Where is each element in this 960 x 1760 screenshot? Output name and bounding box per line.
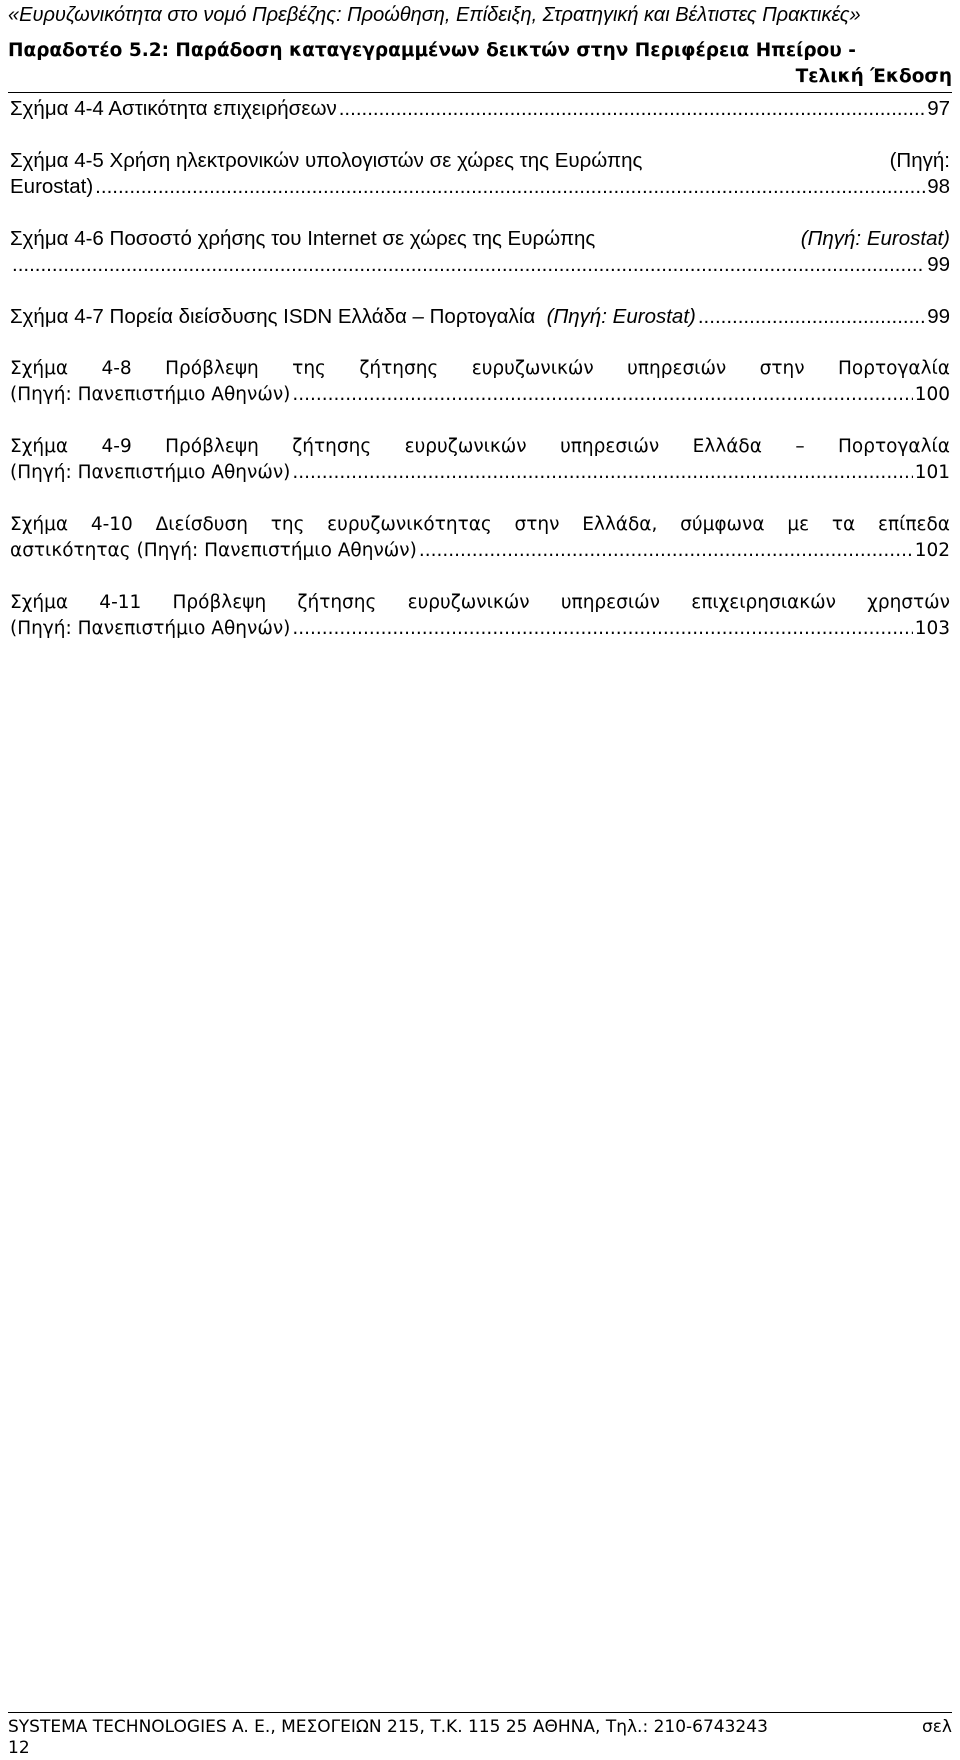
deliverable-title-line2: Τελική Έκδοση [795, 66, 952, 87]
toc-entry-4-9[interactable] [10, 434, 950, 486]
toc-entry-4-8[interactable] [10, 356, 950, 408]
footer-page-number: 12 [8, 1738, 30, 1758]
toc-page-number: 99 [927, 305, 950, 328]
toc-entry-text: Σχήμα 4-9 Πρόβλεψη ζήτησης ευρυζωνικών υπηρεσιών Ελλάδα – Πορτογαλία [10, 436, 950, 457]
toc-entry-text: (Πηγή: Πανεπιστήμιο Αθηνών) [10, 462, 291, 483]
toc-entry-text: αστικότητας (Πηγή: Πανεπιστήμιο Αθηνών) [10, 540, 417, 561]
toc-entry-text: Σχήμα 4-5 Χρήση ηλεκτρονικών υπολογιστών σε χώρες της Ευρώπης [10, 149, 643, 172]
dot-leader [292, 616, 912, 642]
deliverable-title [8, 38, 952, 90]
toc-entry-4-7[interactable] [10, 304, 950, 330]
toc-entry-text: (Πηγή: [889, 149, 950, 172]
toc-entry-4-11[interactable] [10, 590, 950, 642]
dot-leader [95, 174, 925, 200]
footer-company: SYSTEMA TECHNOLOGIES A. E., ΜΕΣΟΓΕΙΩΝ 215, Τ.Κ. 115 25 ΑΘΗΝΑ, Τηλ.: 210-6743243 [8, 1717, 768, 1737]
dot-leader [292, 460, 912, 486]
project-tagline: «Ευρυζωνικότητα στο νομό Πρεβέζης: Προώθηση, Επίδειξη, Στρατηγική και Βέλτιστες Πρακτικές» [8, 4, 861, 26]
page-header [8, 0, 952, 93]
dot-leader [12, 252, 925, 278]
toc-entry-text: Σχήμα 4-8 Πρόβλεψη της ζήτησης ευρυζωνικών υπηρεσιών στην Πορτογαλία [10, 358, 950, 379]
toc-entry-text: Σχήμα 4-6 Ποσοστό χρήσης του Internet σε χώρες της Ευρώπης [10, 227, 596, 250]
toc-entry-text: (Πηγή: Πανεπιστήμιο Αθηνών) [10, 618, 291, 639]
toc-entry-text: Eurostat) [10, 175, 94, 198]
toc-page-number: 97 [927, 97, 950, 120]
toc-entry-text: Σχήμα 4-11 Πρόβλεψη ζήτησης ευρυζωνικών υπηρεσιών επιχειρησιακών χρηστών [10, 592, 950, 613]
header-divider [8, 92, 952, 93]
toc-page-number: 99 [927, 253, 950, 276]
page-footer [8, 1712, 952, 1758]
toc-entry-4-6[interactable] [10, 226, 950, 278]
dot-leader [419, 538, 913, 564]
toc-page-number: 100 [914, 384, 950, 405]
toc-page-number: 103 [914, 618, 950, 639]
toc-entry-4-10[interactable] [10, 512, 950, 564]
toc-entry-4-5[interactable] [10, 148, 950, 200]
dot-leader [292, 382, 912, 408]
toc-page-number: 98 [927, 175, 950, 198]
toc-entry-text: Σχήμα 4-4 Αστικότητα επιχειρήσεων [10, 97, 337, 120]
footer-page-label: σελ [921, 1717, 952, 1737]
toc-entry-text: (Πηγή: Πανεπιστήμιο Αθηνών) [10, 384, 291, 405]
toc-entry-4-4[interactable] [10, 96, 950, 122]
toc-entry-text: Σχήμα 4-10 Διείσδυση της ευρυζωνικότητας στην Ελλάδα, σύμφωνα με τα επίπεδα [10, 514, 950, 535]
toc-entry-text: Σχήμα 4-7 Πορεία διείσδυσης ISDN Ελλάδα – Πορτογαλία [10, 305, 536, 328]
toc-page-number: 102 [914, 540, 950, 561]
dot-leader [698, 304, 925, 330]
dot-leader [339, 96, 925, 122]
table-of-figures [10, 96, 950, 668]
footer-divider [8, 1712, 952, 1713]
deliverable-title-line1: Παραδοτέο 5.2: Παράδοση καταγεγραμμένων δεικτών στην Περιφέρεια Ηπείρου - [8, 40, 856, 61]
toc-entry-source: (Πηγή: Eurostat) [546, 305, 696, 328]
toc-page-number: 101 [914, 462, 950, 483]
toc-entry-source: (Πηγή: Eurostat) [800, 227, 950, 250]
